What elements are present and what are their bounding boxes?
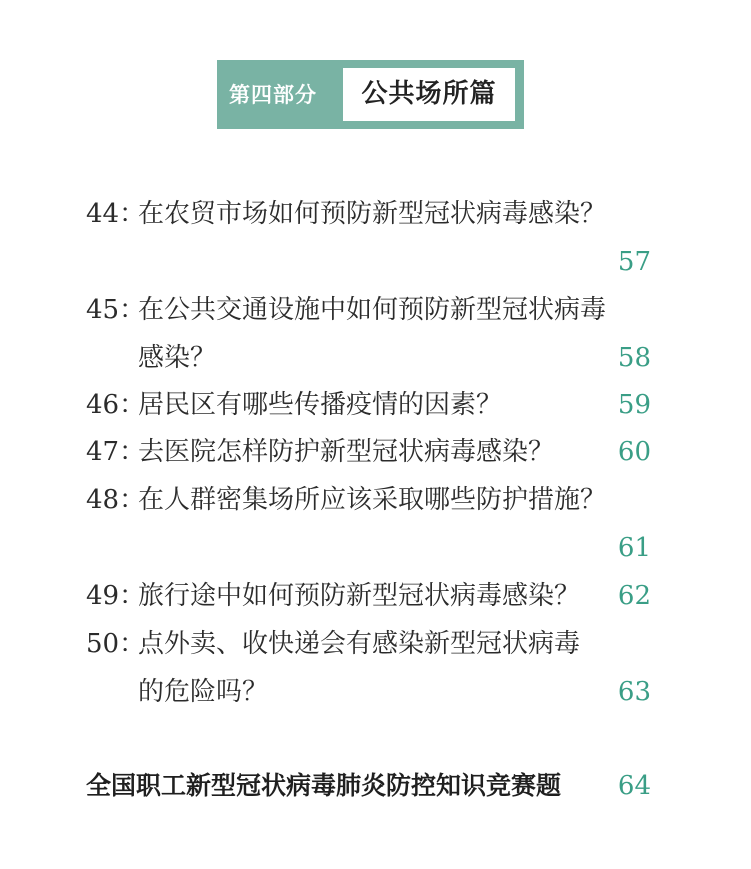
entry-page-number: 57 [617,247,651,277]
entry-number: 49： [86,581,146,611]
entry-page-number: 61 [617,533,651,563]
entry-question: 居民区有哪些传播疫情的因素？ [138,390,503,420]
entry-page-number: 60 [617,437,651,467]
entry-question: 在农贸市场如何预防新型冠状病毒感染？ [138,199,607,229]
entry-question: 旅行途中如何预防新型冠状病毒感染？ [138,581,581,611]
entry-question-continued: 感染？ [138,343,217,373]
entry-number: 46： [86,390,146,420]
entry-number: 50： [86,629,146,659]
entry-page-number: 63 [617,677,651,707]
entry-number: 48： [86,485,146,515]
entry-page-number: 62 [617,581,651,611]
entry-page-number: 59 [617,390,651,420]
entry-question: 在公共交通设施中如何预防新型冠状病毒 [138,295,607,325]
entry-number: 45： [86,295,146,325]
quiz-section-title[interactable]: 全国职工新型冠状病毒肺炎防控知识竞赛题 [86,771,562,800]
entry-question: 点外卖、收快递会有感染新型冠状病毒 [138,629,581,659]
entry-number: 44： [86,199,146,229]
entry-question-continued: 的危险吗？ [138,677,269,707]
section-title: 公共场所篇 [361,79,497,109]
quiz-section-page-number: 64 [617,771,651,801]
entry-question: 去医院怎样防护新型冠状病毒感染？ [138,437,555,467]
entry-question: 在人群密集场所应该采取哪些防护措施？ [138,485,607,515]
entry-page-number: 58 [617,343,651,373]
entry-number: 47： [86,437,146,467]
section-label: 第四部分 [229,82,317,107]
